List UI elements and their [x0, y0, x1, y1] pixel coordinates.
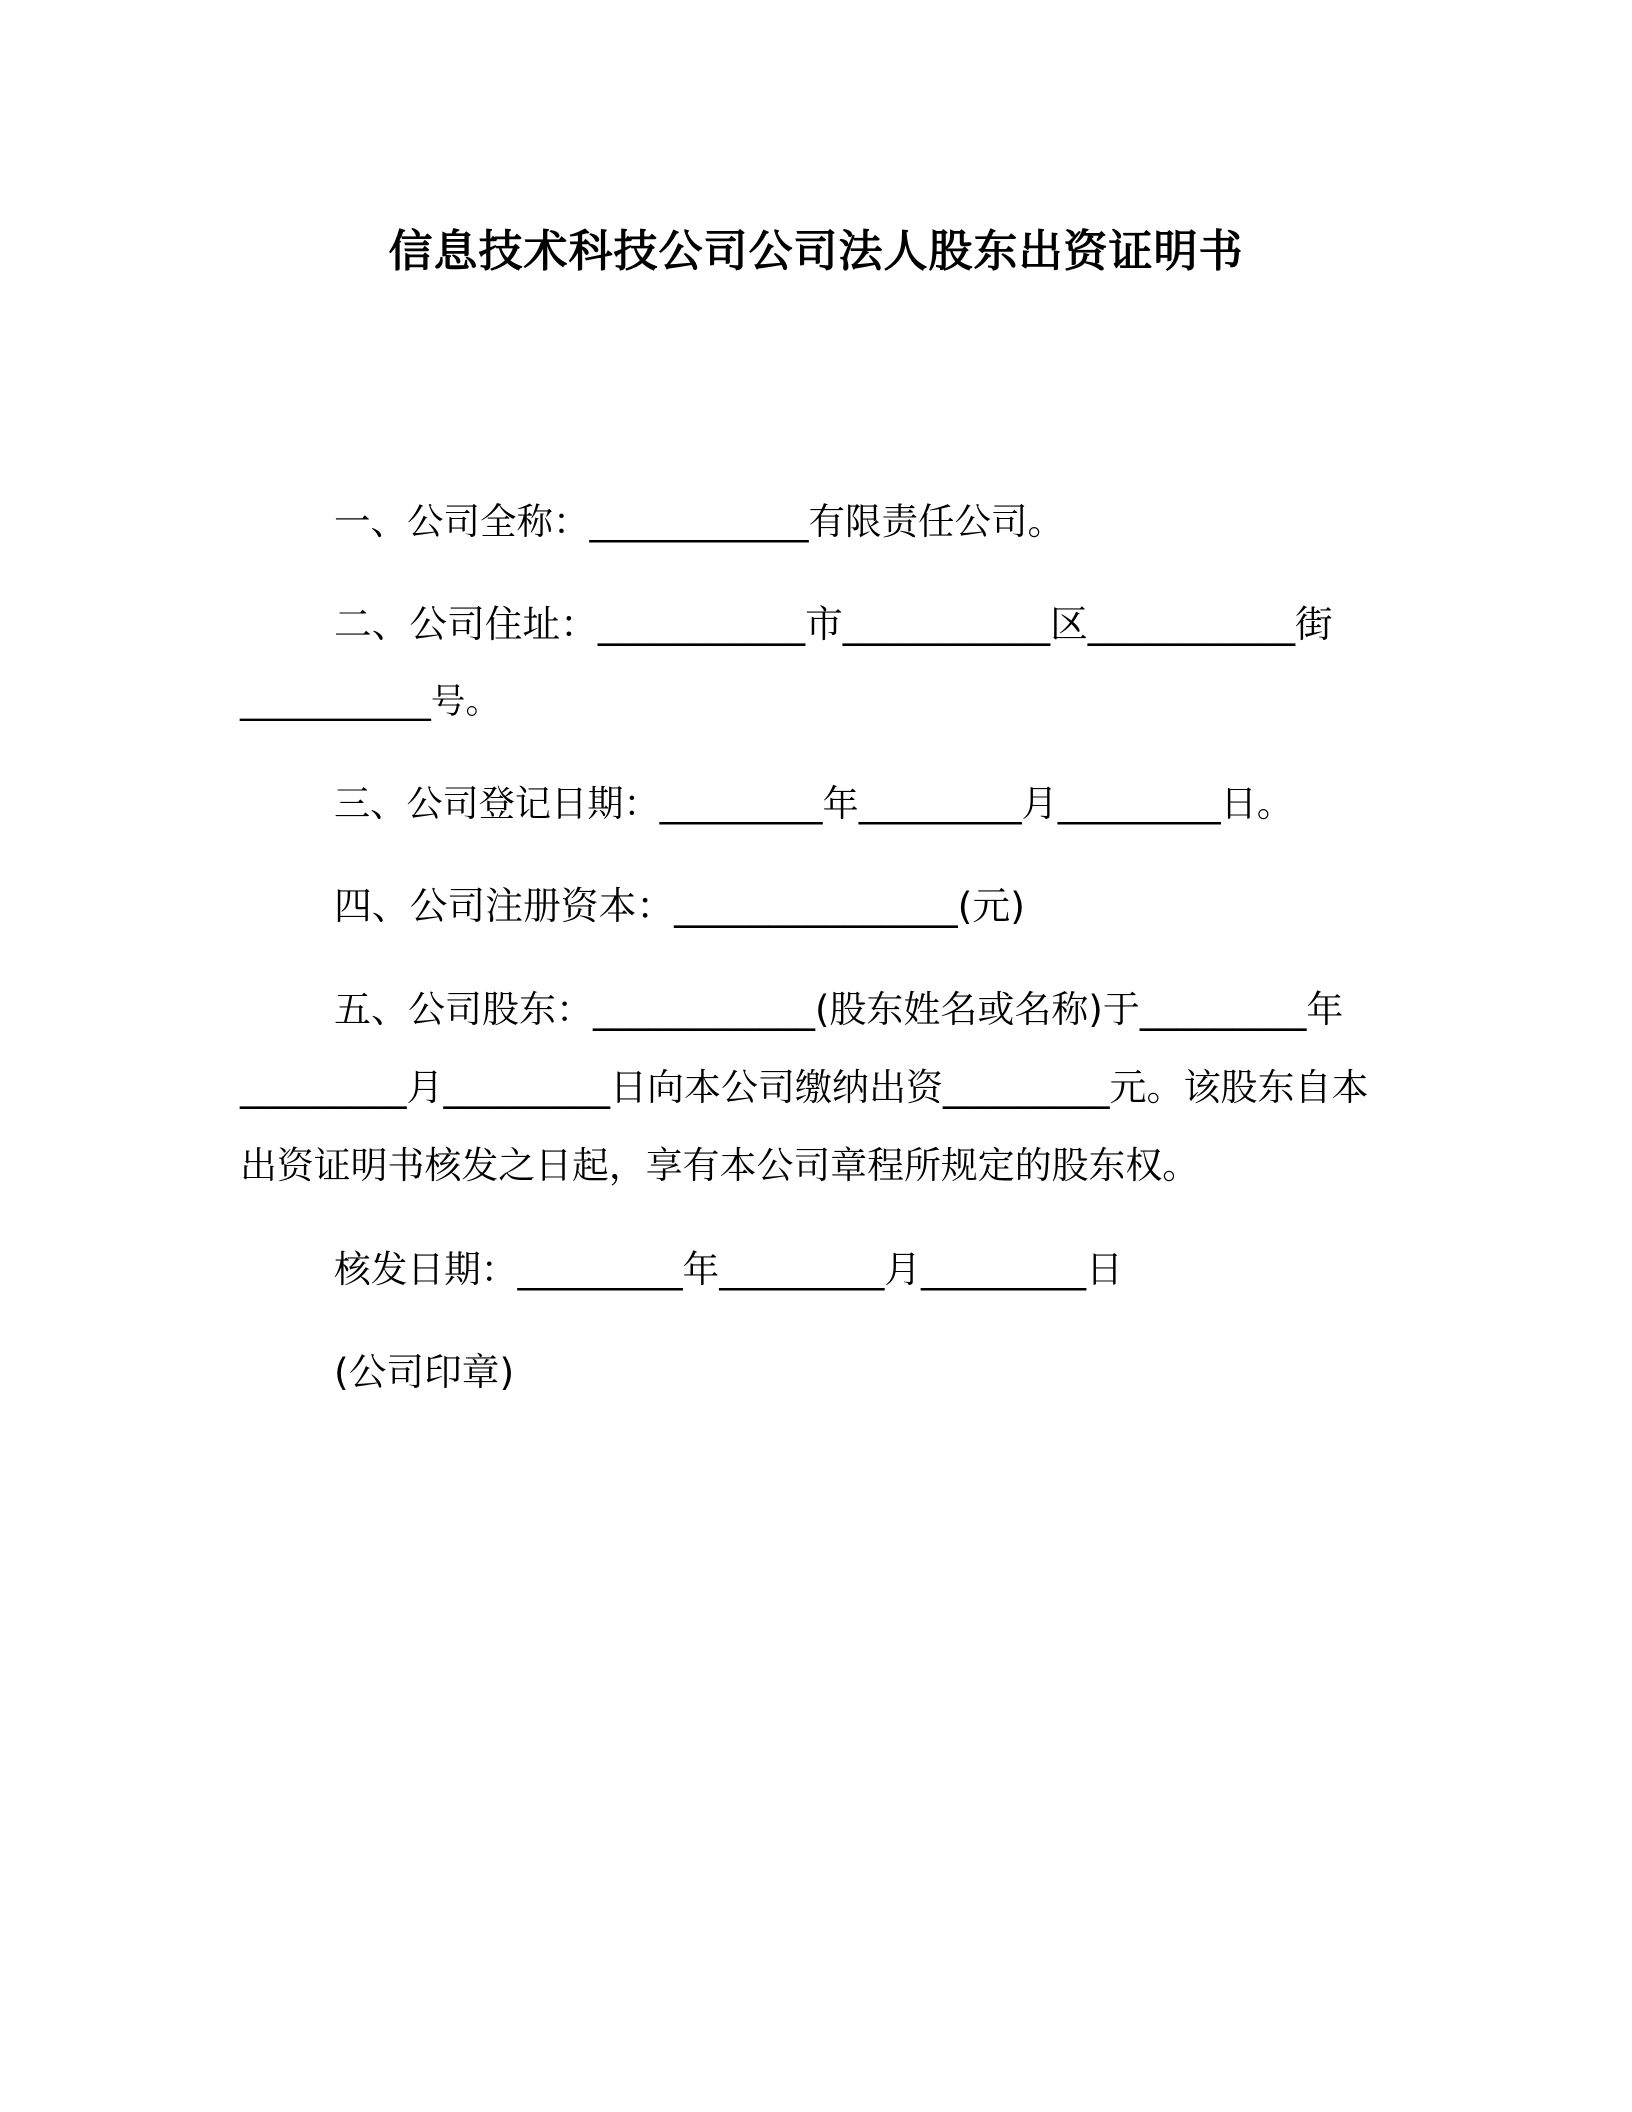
- item-5-line-1: 五、公司股东：____________(股东姓名或名称)于_________年: [334, 988, 1344, 1031]
- item-3-line-1: 三、公司登记日期：_________年_________月_________日。: [334, 782, 1293, 825]
- issue-date-line: 核发日期：_________年_________月_________日: [334, 1248, 1123, 1291]
- item-2-line-2: ___________号。: [240, 682, 501, 722]
- item-1-line-1: 一、公司全称：____________有限责任公司。: [334, 500, 1064, 543]
- item-2-line-1: 二、公司住址：___________市___________区___________街: [334, 602, 1333, 646]
- company-seal-line: (公司印章): [334, 1350, 515, 1394]
- document-title: 信息技术科技公司公司法人股东出资证明书: [388, 226, 1244, 277]
- item-5-line-3: 出资证明书核发之日起，享有本公司章程所规定的股东权。: [240, 1144, 1200, 1187]
- item-4-line-1: 四、公司注册资本：_______________(元): [334, 884, 1025, 928]
- item-5-line-2: _________月_________日向本公司缴纳出资_________元。该股东自本: [240, 1066, 1369, 1109]
